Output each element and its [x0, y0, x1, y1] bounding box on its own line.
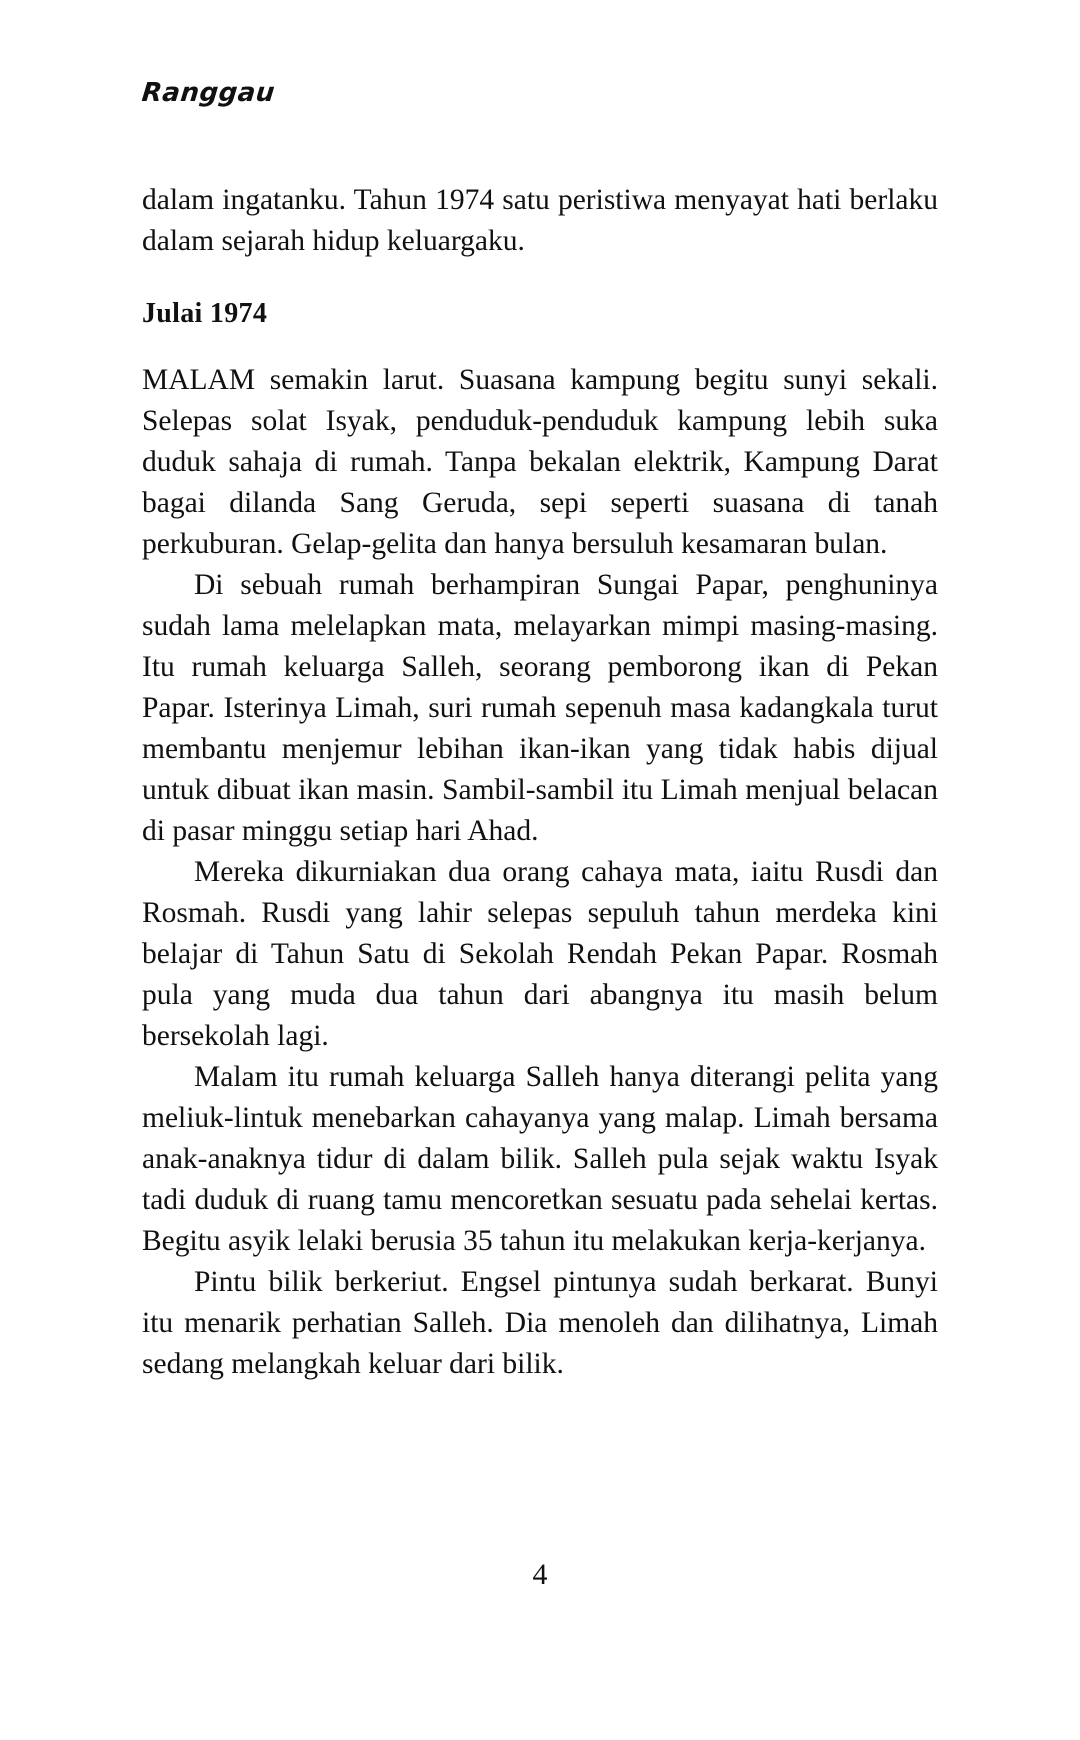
- body-paragraph: MALAM semakin larut. Suasana kampung begitu sunyi sekali. Selepas solat Isyak, penduduk-penduduk kampung lebih suka duduk sahaja di rumah. Tanpa bekalan elektrik, Kampung Darat bagai dilanda Sang Geruda, sepi seperti suasana di tanah perkuburan. Gelap-gelita dan hanya bersuluh kesamaran bulan.: [142, 364, 938, 560]
- running-head: Ranggau: [140, 78, 277, 108]
- body-paragraph: Mereka dikurniakan dua orang cahaya mata, iaitu Rusdi dan Rosmah. Rusdi yang lahir selepas sepuluh tahun merdeka kini belajar di Tahun Satu di Sekolah Rendah Pekan Papar. Rosmah pula yang muda dua tahun dari abangnya itu masih belum bersekolah lagi.: [142, 856, 938, 1052]
- body-paragraph: Di sebuah rumah berhampiran Sungai Papar, penghuninya sudah lama melelapkan mata, melayarkan mimpi masing-masing. Itu rumah keluarga Salleh, seorang pemborong ikan di Pekan Papar. Isterinya Limah, suri rumah sepenuh masa kadangkala turut membantu menjemur lebihan ikan-ikan yang tidak habis dijual untuk dibuat ikan masin. Sambil-sambil itu Limah menjual belacan di pasar minggu setiap hari Ahad.: [142, 569, 938, 847]
- body-paragraph: Malam itu rumah keluarga Salleh hanya diterangi pelita yang meliuk-lintuk menebarkan cahayanya yang malap. Limah bersama anak-anaknya tidur di dalam bilik. Salleh pula sejak waktu Isyak tadi duduk di ruang tamu mencoretkan sesuatu pada sehelai kertas. Begitu asyik lelaki berusia 35 tahun itu melakukan kerja-kerjanya.: [142, 1061, 938, 1257]
- page-number: 4: [532, 1558, 548, 1591]
- section-heading: Julai 1974: [142, 298, 268, 329]
- continued-paragraph: dalam ingatanku. Tahun 1974 satu peristiwa menyayat hati berlaku dalam sejarah hidup keluargaku.: [142, 184, 938, 257]
- page-content: [142, 180, 938, 1385]
- body-paragraph: Pintu bilik berkeriut. Engsel pintunya sudah berkarat. Bunyi itu menarik perhatian Salleh. Dia menoleh dan dilihatnya, Limah sedang melangkah keluar dari bilik.: [142, 1266, 938, 1380]
